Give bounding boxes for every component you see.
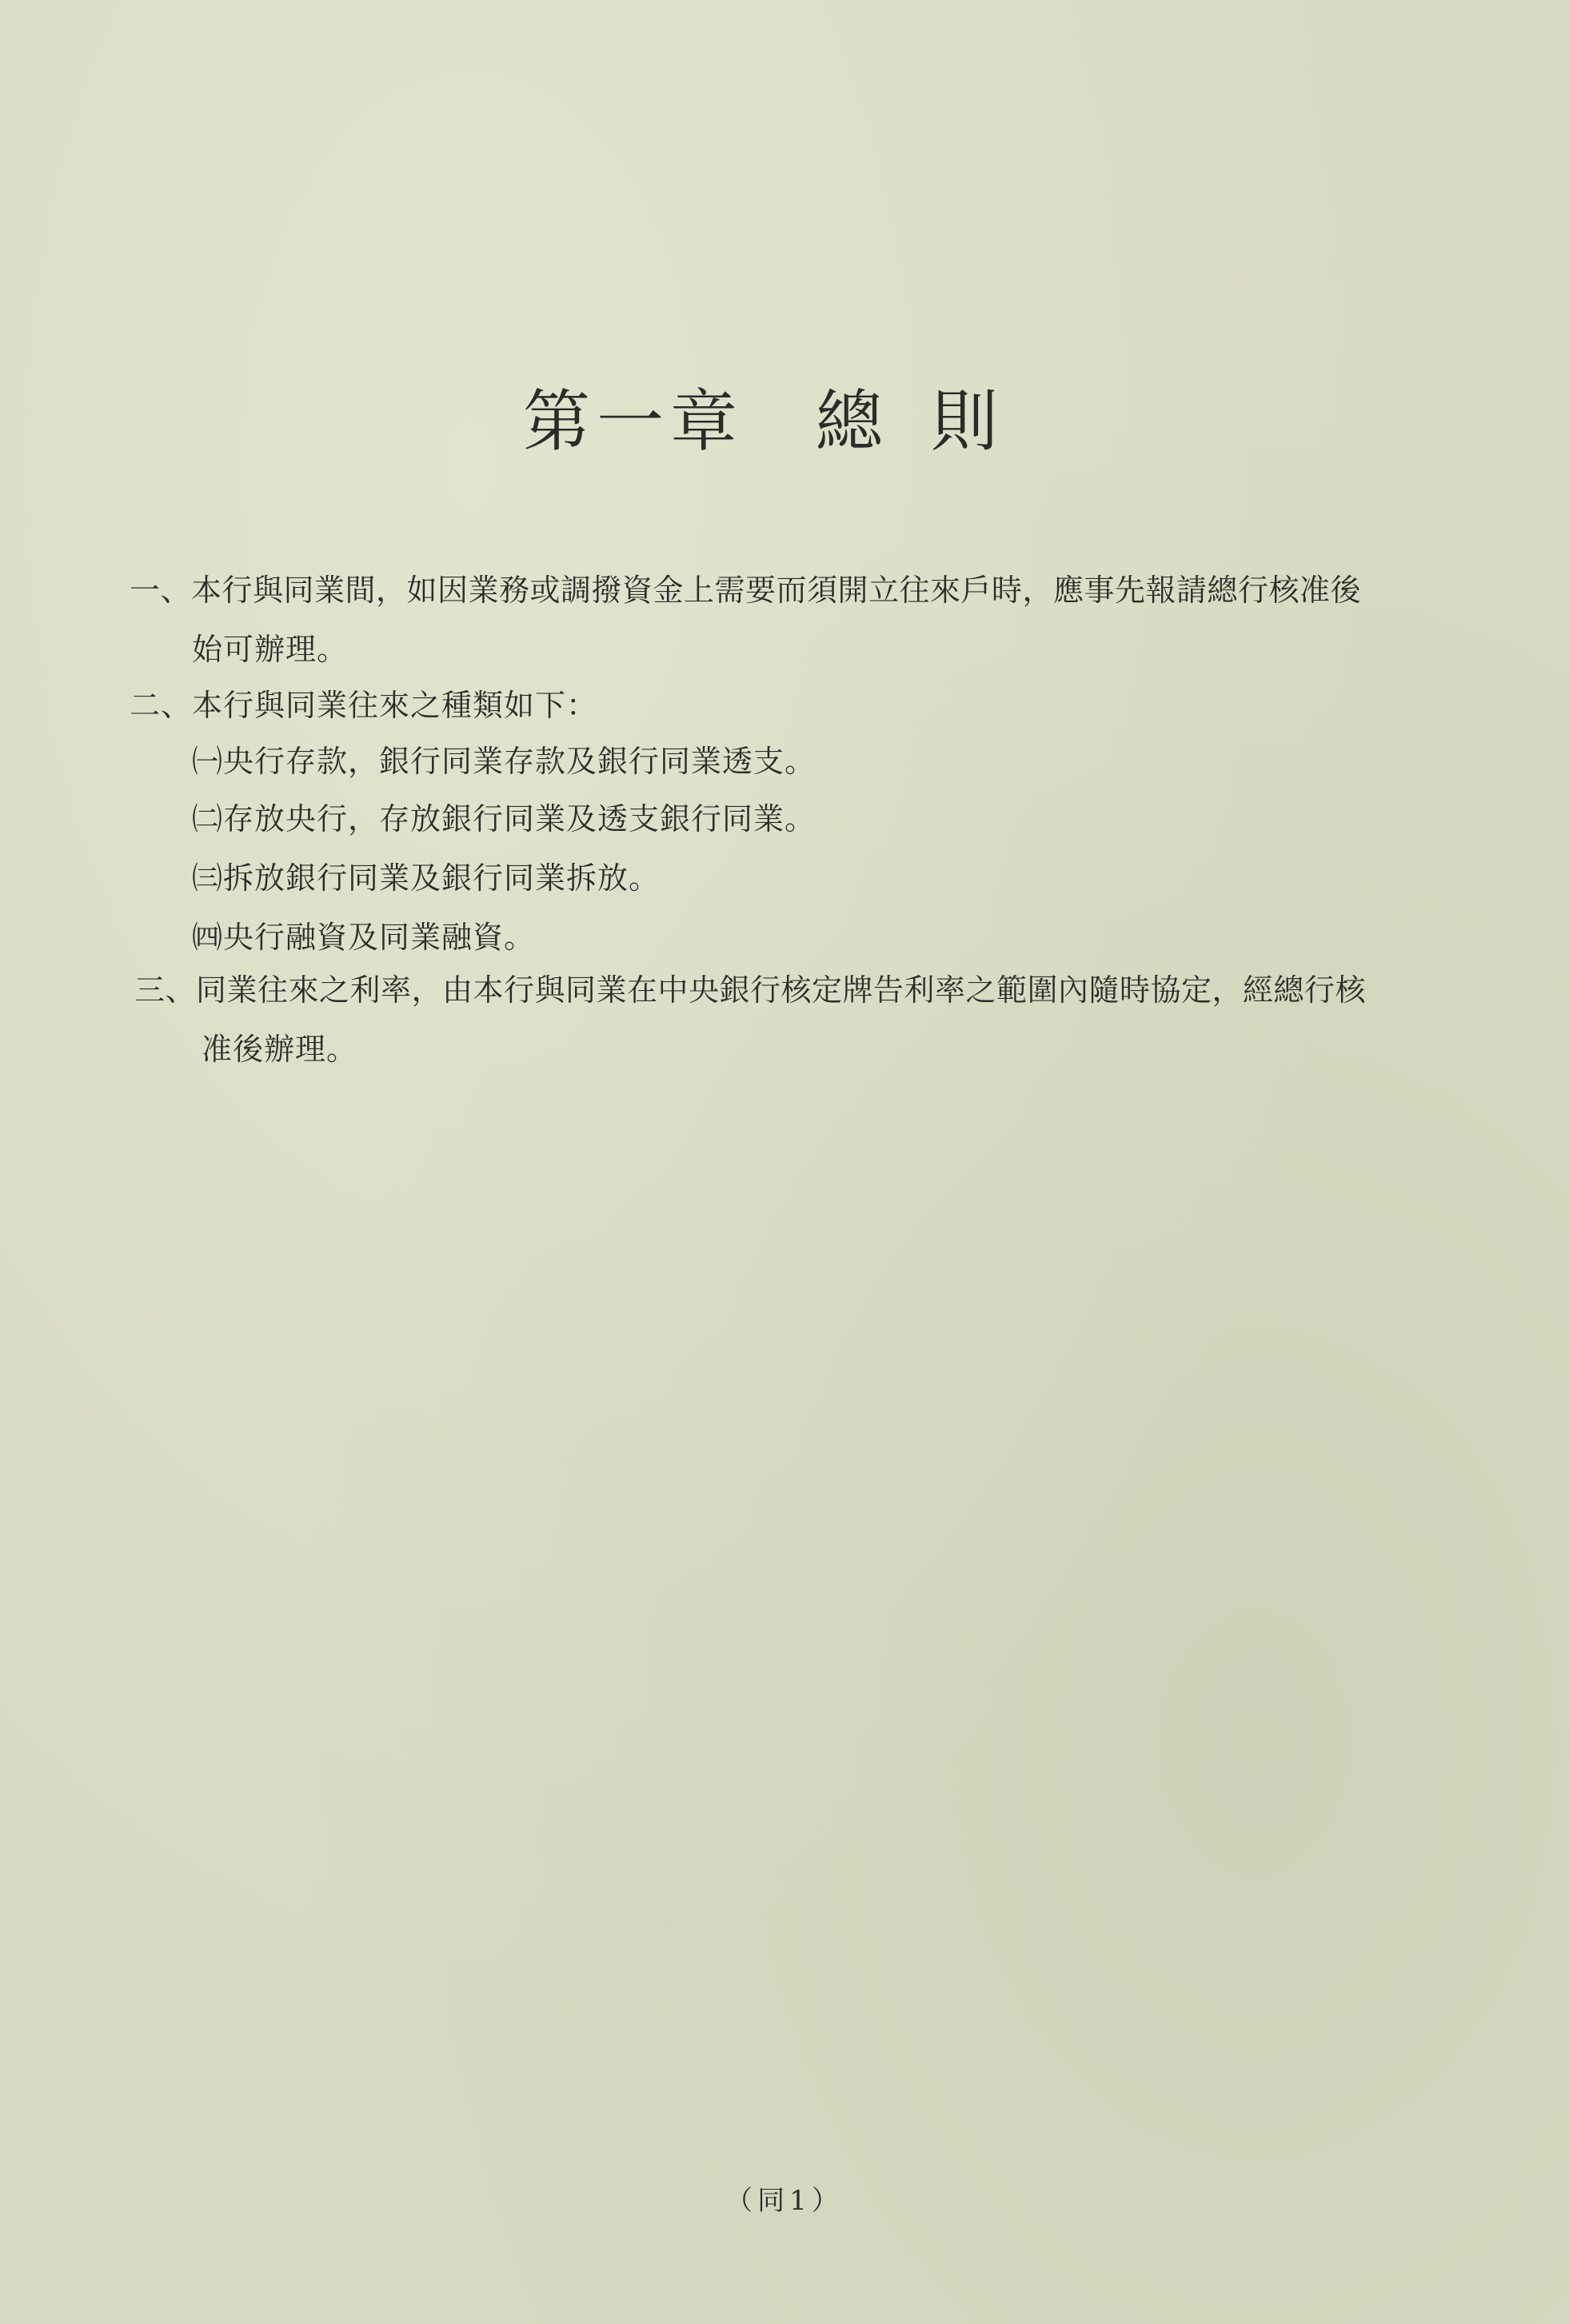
clause-2-item-2: ㈡存放央行，存放銀行同業及透支銀行同業。 — [192, 801, 816, 837]
clause-1-line-1: 一、本行與同業間，如因業務或調撥資金上需要而須開立往來戶時，應事先報請總行核准後 — [130, 573, 1362, 608]
clause-2-item-1: ㈠央行存款，銀行同業存款及銀行同業透支。 — [192, 744, 816, 779]
chapter-heading — [0, 368, 1569, 465]
chapter-title: 第一章 — [522, 382, 744, 461]
clause-3-line-2: 准後辦理。 — [202, 1032, 358, 1067]
clause-1-line-2: 始可辦理。 — [192, 632, 349, 667]
clause-3-line-1: 三、同業往來之利率，由本行與同業在中央銀行核定牌告利率之範圍內隨時協定，經總行核 — [134, 972, 1367, 1008]
clause-2-item-3: ㈢拆放銀行同業及銀行同業拆放。 — [192, 861, 661, 896]
clause-2-item-4: ㈣央行融資及同業融資。 — [192, 920, 536, 955]
chapter-name: 總則 — [816, 382, 1047, 461]
page-number: （同1） — [725, 2185, 844, 2217]
clause-2-heading: 二、本行與同業往來之種類如下： — [130, 688, 598, 723]
